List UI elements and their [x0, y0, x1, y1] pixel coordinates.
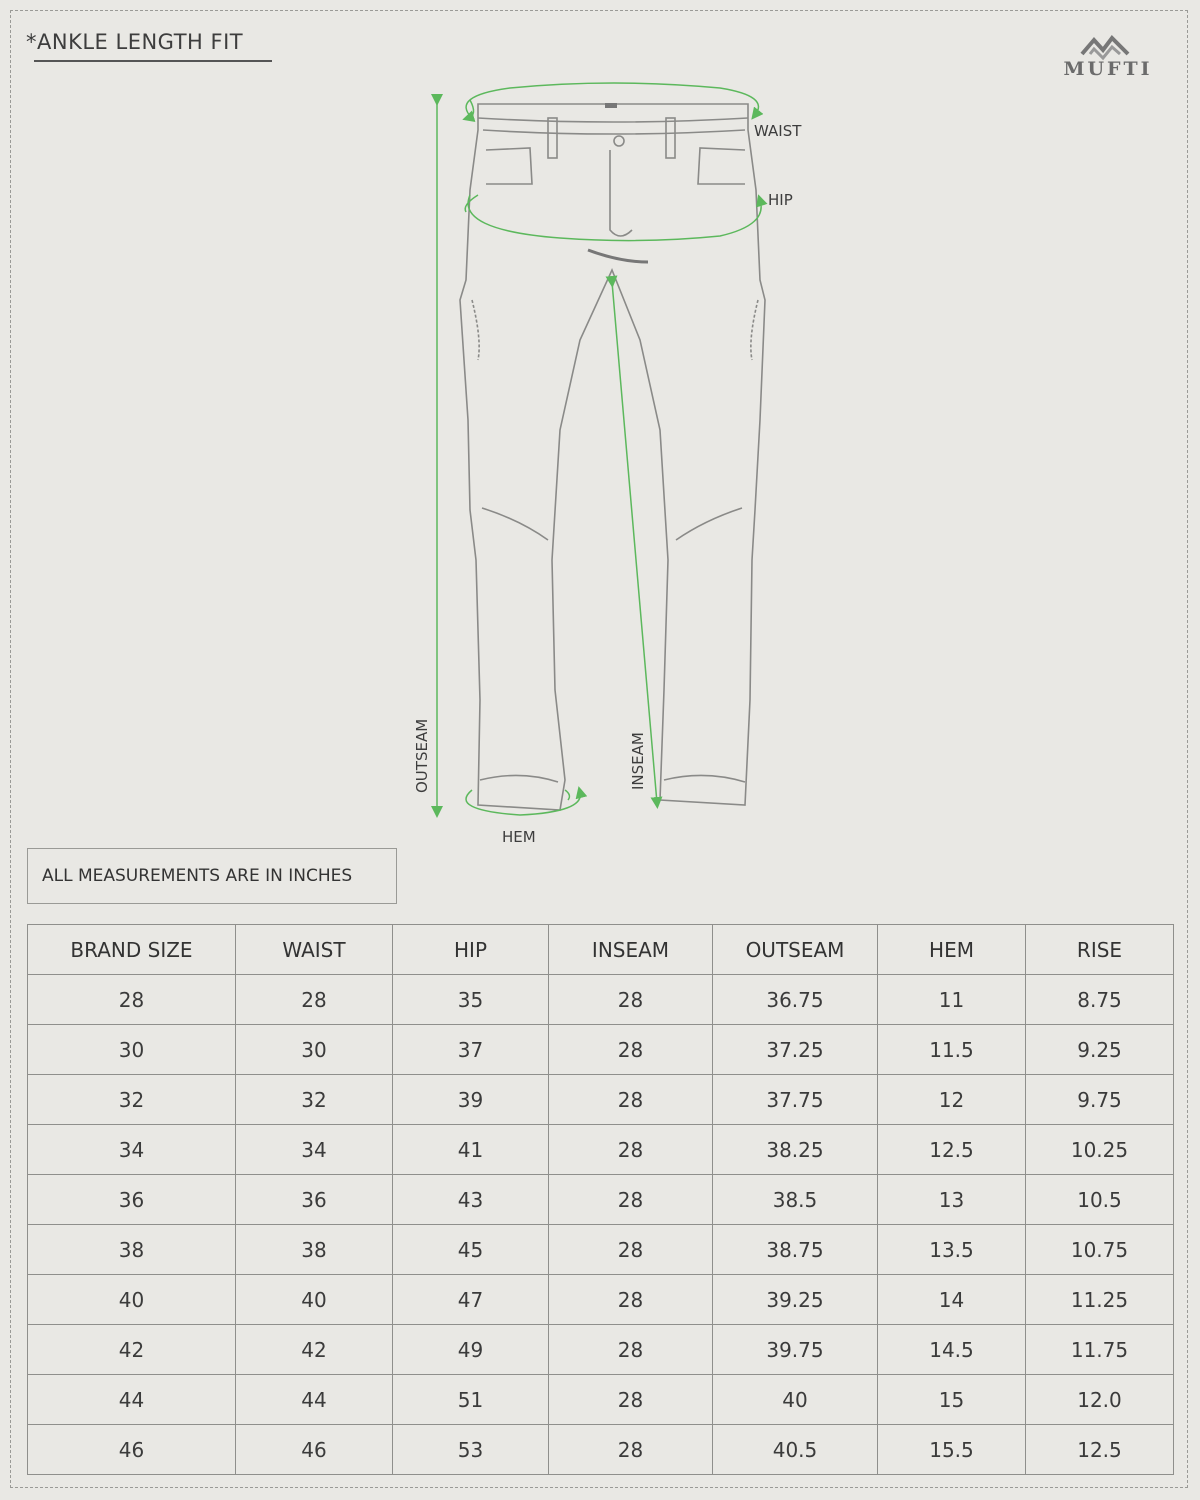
table-cell: 28 [549, 1225, 713, 1275]
column-header: OUTSEAM [713, 925, 878, 975]
column-header: BRAND SIZE [28, 925, 236, 975]
table-cell: 43 [393, 1175, 549, 1225]
waist-label: WAIST [754, 122, 802, 140]
table-cell: 40 [28, 1275, 236, 1325]
table-cell: 34 [236, 1125, 393, 1175]
table-row [28, 975, 1174, 1025]
table-cell: 30 [28, 1025, 236, 1075]
table-cell: 8.75 [1026, 975, 1174, 1025]
table-row [28, 1225, 1174, 1275]
table-cell: 10.25 [1026, 1125, 1174, 1175]
table-cell: 44 [28, 1375, 236, 1425]
hip-label: HIP [768, 191, 793, 209]
table-cell: 14.5 [878, 1325, 1026, 1375]
table-cell: 35 [393, 975, 549, 1025]
table-row [28, 1275, 1174, 1325]
table-cell: 32 [236, 1075, 393, 1125]
table-body [28, 975, 1174, 1475]
table-cell: 37.75 [713, 1075, 878, 1125]
table-cell: 28 [549, 1125, 713, 1175]
table-cell: 53 [393, 1425, 549, 1475]
table-row [28, 1375, 1174, 1425]
table-cell: 28 [549, 1175, 713, 1225]
table-cell: 36 [28, 1175, 236, 1225]
table-cell: 38.5 [713, 1175, 878, 1225]
table-cell: 28 [28, 975, 236, 1025]
table-row [28, 1075, 1174, 1125]
table-cell: 14 [878, 1275, 1026, 1325]
table-cell: 11.75 [1026, 1325, 1174, 1375]
table-cell: 9.25 [1026, 1025, 1174, 1075]
table-cell: 10.75 [1026, 1225, 1174, 1275]
waist-ellipse-arrow [466, 83, 758, 118]
column-header: HEM [878, 925, 1026, 975]
table-cell: 11.5 [878, 1025, 1026, 1075]
table-cell: 13.5 [878, 1225, 1026, 1275]
table-cell: 38 [236, 1225, 393, 1275]
hem-label: HEM [502, 828, 536, 846]
table-cell: 11.25 [1026, 1275, 1174, 1325]
table-cell: 47 [393, 1275, 549, 1325]
table-cell: 12.5 [1026, 1425, 1174, 1475]
brand-logo-text: MUFTI [1063, 58, 1153, 80]
table-cell: 28 [549, 1325, 713, 1375]
table-cell: 36 [236, 1175, 393, 1225]
table-cell: 10.5 [1026, 1175, 1174, 1225]
table-cell: 15 [878, 1375, 1026, 1425]
table-cell: 9.75 [1026, 1075, 1174, 1125]
table-cell: 36.75 [713, 975, 878, 1025]
table-header-row [28, 925, 1174, 975]
table-cell: 28 [549, 975, 713, 1025]
table-cell: 28 [549, 1275, 713, 1325]
table-cell: 11 [878, 975, 1026, 1025]
table-cell: 28 [549, 1075, 713, 1125]
table-cell: 40 [713, 1375, 878, 1425]
table-cell: 37.25 [713, 1025, 878, 1075]
table-cell: 42 [28, 1325, 236, 1375]
table-cell: 15.5 [878, 1425, 1026, 1475]
inseam-label: INSEAM [629, 732, 647, 790]
table-cell: 28 [549, 1425, 713, 1475]
column-header: RISE [1026, 925, 1174, 975]
table-cell: 46 [236, 1425, 393, 1475]
table-row [28, 1425, 1174, 1475]
table-row [28, 1175, 1174, 1225]
table-cell: 28 [549, 1375, 713, 1425]
table-row [28, 1025, 1174, 1075]
table-cell: 13 [878, 1175, 1026, 1225]
table-cell: 32 [28, 1075, 236, 1125]
table-cell: 38 [28, 1225, 236, 1275]
measurement-unit-note: ALL MEASUREMENTS ARE IN INCHES [27, 848, 397, 904]
table-row [28, 1125, 1174, 1175]
table-cell: 38.75 [713, 1225, 878, 1275]
table-cell: 34 [28, 1125, 236, 1175]
table-cell: 28 [549, 1025, 713, 1075]
pants-outline [460, 103, 765, 810]
table-cell: 28 [236, 975, 393, 1025]
column-header: WAIST [236, 925, 393, 975]
table-cell: 40 [236, 1275, 393, 1325]
column-header: INSEAM [549, 925, 713, 975]
table-cell: 51 [393, 1375, 549, 1425]
table-cell: 44 [236, 1375, 393, 1425]
table-cell: 46 [28, 1425, 236, 1475]
table-cell: 37 [393, 1025, 549, 1075]
table-cell: 12.0 [1026, 1375, 1174, 1425]
table-cell: 39.25 [713, 1275, 878, 1325]
table-cell: 12 [878, 1075, 1026, 1125]
inseam-arrow [612, 282, 657, 803]
table-cell: 42 [236, 1325, 393, 1375]
table-cell: 41 [393, 1125, 549, 1175]
size-chart-table [27, 924, 1174, 1475]
table-cell: 12.5 [878, 1125, 1026, 1175]
table-cell: 40.5 [713, 1425, 878, 1475]
column-header: HIP [393, 925, 549, 975]
table-row [28, 1325, 1174, 1375]
table-cell: 39.75 [713, 1325, 878, 1375]
page-title: *ANKLE LENGTH FIT [26, 30, 244, 54]
outseam-label: OUTSEAM [413, 718, 431, 793]
table-cell: 49 [393, 1325, 549, 1375]
table-cell: 30 [236, 1025, 393, 1075]
table-cell: 45 [393, 1225, 549, 1275]
table-cell: 38.25 [713, 1125, 878, 1175]
table-cell: 39 [393, 1075, 549, 1125]
